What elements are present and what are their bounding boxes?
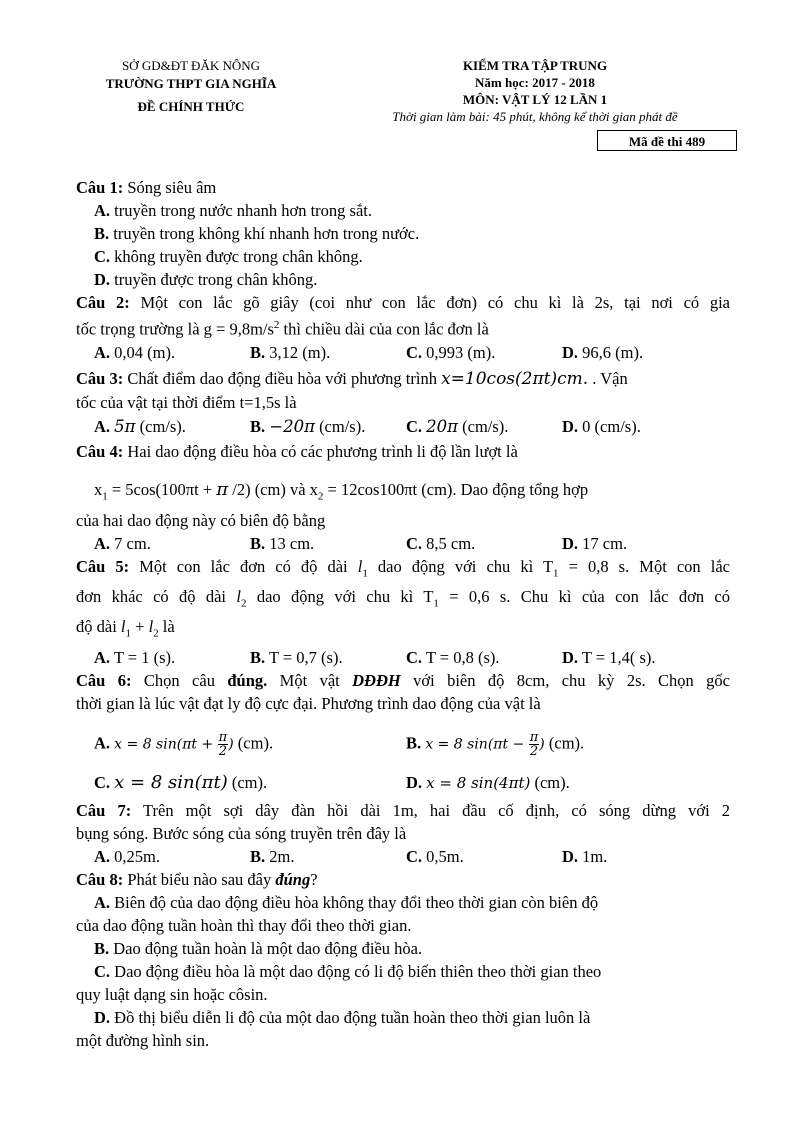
options-row-2 — [76, 769, 730, 797]
question-label: Câu 1: — [76, 178, 124, 197]
option-a: A. 0,25m. — [94, 846, 161, 866]
options-row — [76, 845, 730, 868]
option-c: C. 0,993 (m). — [406, 342, 496, 362]
option-c: C. 0,5m. — [406, 846, 464, 866]
department-name: SỞ GD&ĐT ĐĂK NÔNG — [121, 58, 261, 73]
option-a: A. 5π (cm/s). — [94, 416, 186, 436]
option-a: A. 7 cm. — [94, 533, 151, 553]
question-label: Câu 4: — [76, 441, 124, 461]
option-b: B. 3,12 (m). — [250, 342, 331, 362]
option-b: B. 13 cm. — [250, 533, 315, 553]
subject: MÔN: VẬT LÝ 12 LẦN 1 — [462, 92, 608, 107]
exam-title: KIỂM TRA TẬP TRUNG — [462, 58, 608, 73]
exam-code-box: Mã đề thi 489 — [597, 130, 737, 151]
question-5: Câu 5: Một con lắc đơn có độ dài $l_1$ dao động với chu kì $T_1 = 0,8$ s. Một con lắc đơn khác có độ dài $l_2$ dao động với chu kì $T_1 = 0,6$ s. Chu kì của con lắc đơn có độ dài $l_1 + l_2$ là A. T = 1 (s). B. T = 0,7 (s). C. T = 0,8 (s). D. T = 1,4( s). — [76, 556, 730, 667]
option-b: B. Dao động tuần hoàn là một dao động điều hòa. — [94, 938, 423, 958]
exam-content — [76, 176, 730, 1052]
option-c: C. 8,5 cm. — [406, 533, 476, 553]
equation: x=10cos(2πt)cm. — [441, 368, 589, 389]
question-label: Câu 8: — [76, 869, 124, 889]
option-a: A. T = 1 (s). — [94, 647, 176, 667]
header-left — [80, 57, 302, 116]
question-8: Câu 8: Phát biểu nào sau đây đúng? A. Biên độ của dao động điều hòa không thay đổi theo thời gian còn biên độ của dao động tuần hoàn thì thay đổi theo thời gian. B. Dao động tuần hoàn là một dao động điều hòa. C. Dao động điều hòa là một dao động có li độ biến thiên theo thời gian theo quy luật dạng sin hoặc côsin. D. Đồ thị biểu diễn li độ của một dao động tuần hoàn theo thời gian luôn là một đường hình sin. — [76, 868, 730, 1052]
option-c: C. Dao động điều hòa là một dao động có li độ biến thiên theo thời gian theo — [94, 961, 602, 981]
option-c: C. T = 0,8 (s). — [406, 647, 500, 667]
option-a-cont: của dao động tuần hoàn thì thay đổi theo thời gian. — [76, 915, 412, 935]
options-row — [76, 646, 730, 669]
option-d: D. T = 1,4( s). — [562, 647, 656, 667]
school-year: Năm học: 2017 - 2018 — [475, 75, 595, 90]
question-2: Câu 2: Một con lắc gõ giây (coi như con lắc đơn) có chu kì là 2s, tại nơi có gia tốc trọng trường là $g = 9,8m/s^2$ thì chiều dài của con lắc đơn là A. 0,04 (m). B. 3,12 (m). C. 0,993 (m). D. 96,6 (m). — [76, 293, 730, 362]
option-b: B. x = 8 sin(πt − $\frac{\pi}{2}$ ) (cm). — [406, 730, 585, 760]
option-c-cont: quy luật dạng sin hoặc côsin. — [76, 984, 268, 1004]
question-6: Câu 6: Chọn câu đúng. Một vật DĐĐH với biên độ 8cm, chu kỳ 2s. Chọn gốc thời gian là lúc vật đạt ly độ cực đại. Phương trình dao động của vật là A. x = 8 sin(πt + $\frac{\pi}{2}$ ) (cm). B. x = 8 sin(πt − $\frac{\pi}{2}$ ) (cm). C. x = 8 sin(πt) (cm). D. x = 8 sin(4πt) (cm). — [76, 669, 730, 797]
question-text: Sóng siêu âm — [123, 178, 217, 197]
option-a: A. x = 8 sin(πt + $\frac{\pi}{2}$ ) (cm). — [94, 730, 274, 760]
option-b: B. truyền trong không khí nhanh hơn trong nước. — [94, 224, 420, 243]
option-d-cont: một đường hình sin. — [76, 1030, 210, 1050]
option-a: A. truyền trong nước nhanh hơn trong sắt. — [94, 201, 372, 220]
question-4: Câu 4: Hai dao động điều hòa có các phương trình li độ lần lượt là $x_1 = 5\cos(100\pi t + \pi$ /2) (cm) và $x_2 = 12\cos 100\pi t$ (cm). Dao động tổng hợp của hai dao động này có biên độ bằng A. 7 cm. B. 13 cm. C. 8,5 cm. D. 17 cm. — [76, 440, 730, 555]
question-label: Câu 2: — [76, 293, 130, 312]
question-label: Câu 6: — [76, 670, 132, 690]
option-b: B. T = 0,7 (s). — [250, 647, 343, 667]
option-d: D. 0 (cm/s). — [562, 416, 641, 436]
official-label: ĐỀ CHÍNH THỨC — [137, 99, 245, 114]
question-7: Câu 7: Trên một sợi dây đàn hồi dài 1m, hai đầu cố định, có sóng dừng với 2 bụng sóng. Bước sóng của sóng truyền trên đây là A. 0,25m. B. 2m. C. 0,5m. D. 1m. — [76, 800, 731, 866]
question-text: Một con lắc gõ giây (coi như con lắc đơn) có chu kì là 2s, tại nơi có gia — [129, 293, 730, 312]
question-1 — [76, 176, 730, 291]
option-d: D. 17 cm. — [562, 533, 628, 553]
school-name: TRƯỜNG THPT GIA NGHĨA — [105, 76, 277, 91]
option-b: B. 2m. — [250, 846, 295, 866]
options-row — [76, 532, 730, 555]
question-label: Câu 3: — [76, 368, 124, 388]
options-row-1 — [76, 725, 730, 765]
question-label: Câu 5: — [76, 556, 130, 576]
option-b: B. −20π (cm/s). — [250, 416, 366, 436]
option-c: C. 20π (cm/s). — [406, 416, 509, 436]
option-d: D. truyền được trong chân không. — [94, 270, 318, 289]
option-d: D. 96,6 (m). — [562, 342, 644, 362]
options-row — [76, 414, 730, 440]
option-a: A. Biên độ của dao động điều hòa không thay đổi theo thời gian còn biên độ — [94, 892, 599, 912]
option-d: D. 1m. — [562, 846, 608, 866]
header-right — [340, 57, 730, 125]
time-note: Thời gian làm bài: 45 phút, không kể thời gian phát đề — [392, 109, 678, 124]
question-label: Câu 7: — [76, 800, 132, 820]
options-row — [76, 341, 730, 364]
option-c: C. x = 8 sin(πt) (cm). — [94, 772, 268, 794]
option-a: A. 0,04 (m). — [94, 342, 176, 362]
option-d: D. Đồ thị biểu diễn li độ của một dao động tuần hoàn theo thời gian luôn là — [94, 1007, 591, 1027]
option-d: D. x = 8 sin(4πt) (cm). — [406, 772, 570, 792]
option-c: C. không truyền được trong chân không. — [94, 247, 363, 266]
question-3: Câu 3: Chất điểm dao động điều hòa với phương trình x=10cos(2πt)cm. . Vận tốc của vật tại thời điểm t=1,5s là A. 5π (cm/s). B. −20π (cm/s). C. 20π (cm/s). D. 0 (cm/s). — [76, 367, 730, 440]
